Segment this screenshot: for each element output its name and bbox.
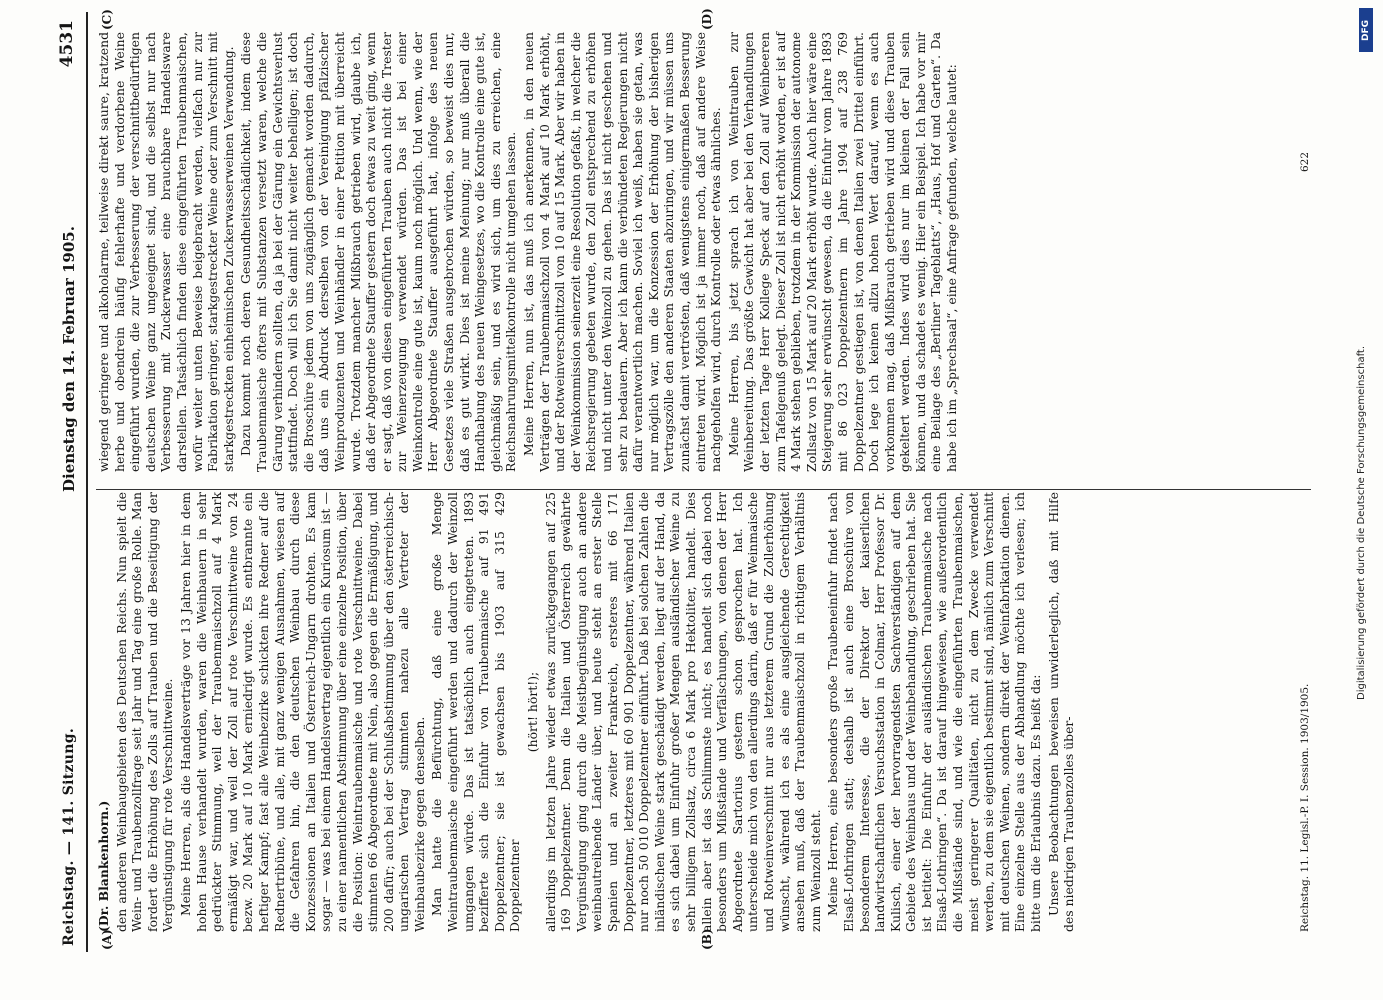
paragraph: Unsere Beobachtungen beweisen unwiderleglich, daß mit Hilfe des niedrigen Traubenzolles über- xyxy=(1045,492,1077,932)
paragraph: Meine Herren, nun ist, das muß ich anerkennen, in den neuen Verträgen der Traubenmaischzoll von 4 Mark auf 10 Mark erhöht, und der Rotweinverschnittzoll von 10 auf 15 Mark. Aber wir haben in der Weinkommission seinerzeit eine Resolution gefaßt, in welcher die Reichsregierung gebeten wurde, den Zoll entsprechend zu erhöhen und nicht unter den Weinzoll zu gehen. Das ist nicht geschehen und sehr zu bedauern. Aber ich kann die verbündeten Regierungen nicht dafür verantwortlich machen. Soviel ich weiß, haben sie getan, was nur möglich war, um die Konzession der Erhöhung der bisherigen Vertragszölle den anderen Staaten abzuringen, und wir müssen uns zunächst damit vertrösten, daß wenigstens einigermaßen Besserung eintreten wird. Möglich ist ja immer noch, daß auf andere Weise nachgeholfen wird, durch Kontrolle oder etwas ähnliches. xyxy=(521,32,724,472)
rotated-page xyxy=(57,8,1320,952)
digitization-credit-strip xyxy=(1353,0,1383,1000)
paragraph: Man hatte die Befürchtung, daß eine große Menge Weintraubenmaische eingeführt werden und dadurch der Weinzoll umgangen würde. Das ist tatsächlich auch eingetreten. 1893 bezifferte sich die Einfuhr von Traubenmaische auf 91 491 Doppelzentner; sie ist gewachsen bis 1903 auf 315 429 Doppelzentner xyxy=(429,492,523,932)
speaker-label: (Dr. Blankenhorn.) xyxy=(96,800,111,932)
interjection: (hört! hört!); xyxy=(525,671,541,753)
newspaper-page xyxy=(57,8,1320,952)
paragraph: den anderen Weinbaugebieten des Deutschen Reichs. Nun spielt die Wein- und Traubenzollfrage seit Jahr und Tag eine große Rolle. Man fordert die Erhöhung des Zolls auf Trauben und die Beseitigung der Vergünstigung für rote Verschnittweine. xyxy=(113,492,176,932)
margin-mark-c: (C) xyxy=(100,9,114,30)
header-left: Reichstag. — 141. Sitzung. xyxy=(61,727,77,946)
margin-mark-b: (B) xyxy=(700,928,714,950)
left-column xyxy=(96,492,1079,932)
margin-mark-a: (A) xyxy=(100,929,114,950)
paragraph: Dazu kommt noch deren Gesundheitsschädlichkeit, indem diese Traubenmaische öfters mit Substanzen versetzt waren, welche die Gärung verhindern sollten, da ja bei der Gärung ein Gewichtsverlust stattfindet. Doch will ich Sie damit nicht weiter behelligen; ist doch die Broschüre jedem von uns zugänglich gemacht worden dadurch, daß uns ein Abdruck derselben von der Vereinigung pfälzischer Weinproduzenten und Weinhändler in einer Petition mit überreicht wurde. Trotzdem mancher Mißbrauch getrieben wird, glaube ich, daß der Abgeordnete Stauffer gestern doch etwas zu weit ging, wenn er sagt, daß von diesen eingeführten Trauben auch nicht die Trester zur Weinerzeugung verwendet würden. Das ist bei einer Weinkontrolle eine gute ist, kaum noch möglich. Und wenn, wie der Herr Abgeordnete Stauffer ausgeführt hat, infolge des neuen Gesetzes viele Straßen ausgebrochen würden, so beweist dies nur, daß es gut wirkt. Dies ist meine Meinung; nur muß überall die Handhabung des neuen Weingesetzes, wo die Kontrolle eine gute ist, gleichmäßig sein, und es wird sich, um dies zu erreichen, eine Reichsnahrungsmittelkontrolle nicht umgehen lassen. xyxy=(238,32,519,472)
right-column xyxy=(96,32,962,472)
page-footer xyxy=(1298,151,1314,932)
footer-session: Reichstag. 11. Legisl.-P. I. Session. 1903/1905. xyxy=(1299,683,1311,932)
digitization-credit: Digitalisierung gefördert durch die Deutsche Forschungsgemeinschaft. xyxy=(1356,345,1367,700)
paragraph: Meine Herren, eine besonders große Traubeneinfuhr findet nach Elsaß-Lothringen statt; deshalb ist auch eine Broschüre von besonderem Interesse, die der Direktor der kaiserlichen landwirtschaftlichen Versuchsstation in Colmar, Herr Professor Dr. Kulisch, einer der hervorragendsten Sachverständigen auf dem Gebiete des Weinbaus und der Weinbehandlung, geschrieben hat. Sie ist betitelt: Die Einfuhr der ausländischen Traubenmaische nach Elsaß-Lothringen“. Da ist darauf hingewiesen, wie außerordentlich die Mißstände sind, und wie die eingeführten Traubenmaischen, meist geringerer Qualitäten, nicht zu dem Zwecke verwendet werden, zu dem sie eigentlich bestimmt sind, nämlich zum Verschnitt mit deutschen Weinen, sondern direkt der Weinfabrikation dienen. Eine einzelne Stelle aus der Abhandlung möchte ich verlesen; ich bitte um die Erlaubnis dazu. Es heißt da: xyxy=(825,492,1044,932)
header-rule xyxy=(86,12,88,952)
margin-mark-d: (D) xyxy=(700,8,714,30)
paragraph: wiegend geringere und alkoholarme, teilweise direkt saure, kratzend herbe und obendrein häufig fehlerhafte und verdorbene Weine eingeführt wurden, die zur Verbesserung der verschnittbedürftigen deutschen Weine ganz ungeeignet sind, und die selbst nur nach Verbesserung mit Zuckerwasser eine brauchbare Handelsware darstellen. Tatsächlich finden diese eingeführten Traubenmaischen, wofür weiter unten Beweise beigebracht werden, vielfach nur zur Fabrikation geringer, starkgestreckter Weine oder zum Verschnitt mit starkgestreckten einheimischen Zuckerwasserweinen Verwendung. xyxy=(96,32,236,472)
paragraph: Meine Herren, bis jetzt sprach ich von Weintrauben zur Weinbereitung. Das größte Gewicht hat aber bei den Verhandlungen der letzten Tage Herr Kollege Speck auf den Zoll auf Weinbeeren zum Tafelgenuß gelegt. Dieser Zoll ist nicht erhöht worden, er ist auf 4 Mark stehen geblieben, trotzdem in der Kommission der autonome Zollsatz von 15 Mark auf 20 Mark erhöht wurde. Auch hier wäre eine Steigerung sehr erwünscht gewesen, da die Einfuhr vom Jahre 1893 mit 86 023 Doppelzentnern im Jahre 1904 auf 238 769 Doppelzentner gestiegen ist, von denen Italien zwei Drittel einführt. Doch lege ich keinen allzu hohen Wert darauf, wenn es auch vorkommen mag, daß Mißbrauch getrieben wird und diese Trauben gekeltert werden. Indes wird dies nur im kleinen der Fall sein können, und da schadet es wenig. Hier ein Beispiel. Ich habe vor mir eine Beilage des „Berliner Tageblatts“, „Haus, Hof und Garten“. Da habe ich im „Sprechsaal“, eine Anfrage gefunden, welche lautet: xyxy=(725,32,960,472)
footer-number: 622 xyxy=(1299,151,1311,172)
header-date: Dienstag den 14. Februar 1905. xyxy=(60,226,78,492)
dfg-logo: DFG xyxy=(1359,8,1373,52)
page-number: 4531 xyxy=(57,20,77,68)
paragraph: allerdings im letzten Jahre wieder etwas zurückgegangen auf 225 169 Doppelzentner. Denn die Italien und Österreich gewährte Vergünstigung ging durch die Meistbegünstigung auch an andere weinbautreibende Länder über, und heute steht an erster Stelle Spanien und an zweiter Frankreich, ersteres mit 66 171 Doppelzentner, letzteres mit 60 901 Doppelzentner, während Italien nur noch 50 010 Doppelzentner einführt. Daß bei solchen Zahlen die inländischen Weine stark geschädigt werden, liegt auf der Hand, da es sich dabei um Einfuhr großer Mengen ausländischer Weine zu sehr billigem Zollsatz, circa 6 Mark pro Hektoliter, handelt. Dies allein aber ist das Schlimmste nicht; es handelt sich dabei noch besonders um Mißstände und Verfälschungen, von denen der Herr Abgeordnete Sartorius gestern schon gesprochen hat. Ich unterscheide mich von den allerdings darin, daß er für Weinmaische und Rotweinverschnitt nur aus letzterem Grund die Zollerhöhung wünscht, während ich es als eine ausgleichende Gerechtigkeit ansehen muß, daß der Traubenmaischzoll in richtigem Verhältnis zum Weinzoll steht. xyxy=(542,492,823,932)
paragraph: Meine Herren, als die Handelsverträge vor 13 Jahren hier in dem hohen Hause verhandelt wurden, waren die Weinbauern in sehr gedrückter Stimmung, weil der Traubenmaischzoll auf 4 Mark ermäßigt war, und weil der Zoll auf rote Verschnittweine von 24 bezw. 20 Mark auf 10 Mark erniedrigt wurde. Es entbrannte ein heftiger Kampf; fast alle Weinbezirke schickten ihre Redner auf die Rednertribüne, und alle, mit ganz wenigen Ausnahmen, wiesen auf die Gefahren hin, die den deutschen Weinbau durch diese Konzessionen an Italien und Österreich-Ungarn drohten. Es kam sogar — was bei einem Handelsvertrag eigentlich ein Kuriosum ist — zu einer namentlichen Abstimmung über eine einzelne Position, über die Position: Weintraubenmaische und rote Verschnittweine. Dabei stimmten 66 Abgeordnete mit Nein, also gegen die Ermäßigung, und 200 dafür; auch bei der Schlußabstimmung über den österreichisch-ungarischen Vertrag stimmten nahezu alle Vertreter der Weinbaubezirke gegen denselben. xyxy=(177,492,427,932)
page-header xyxy=(57,12,84,952)
column-divider xyxy=(96,489,1311,490)
